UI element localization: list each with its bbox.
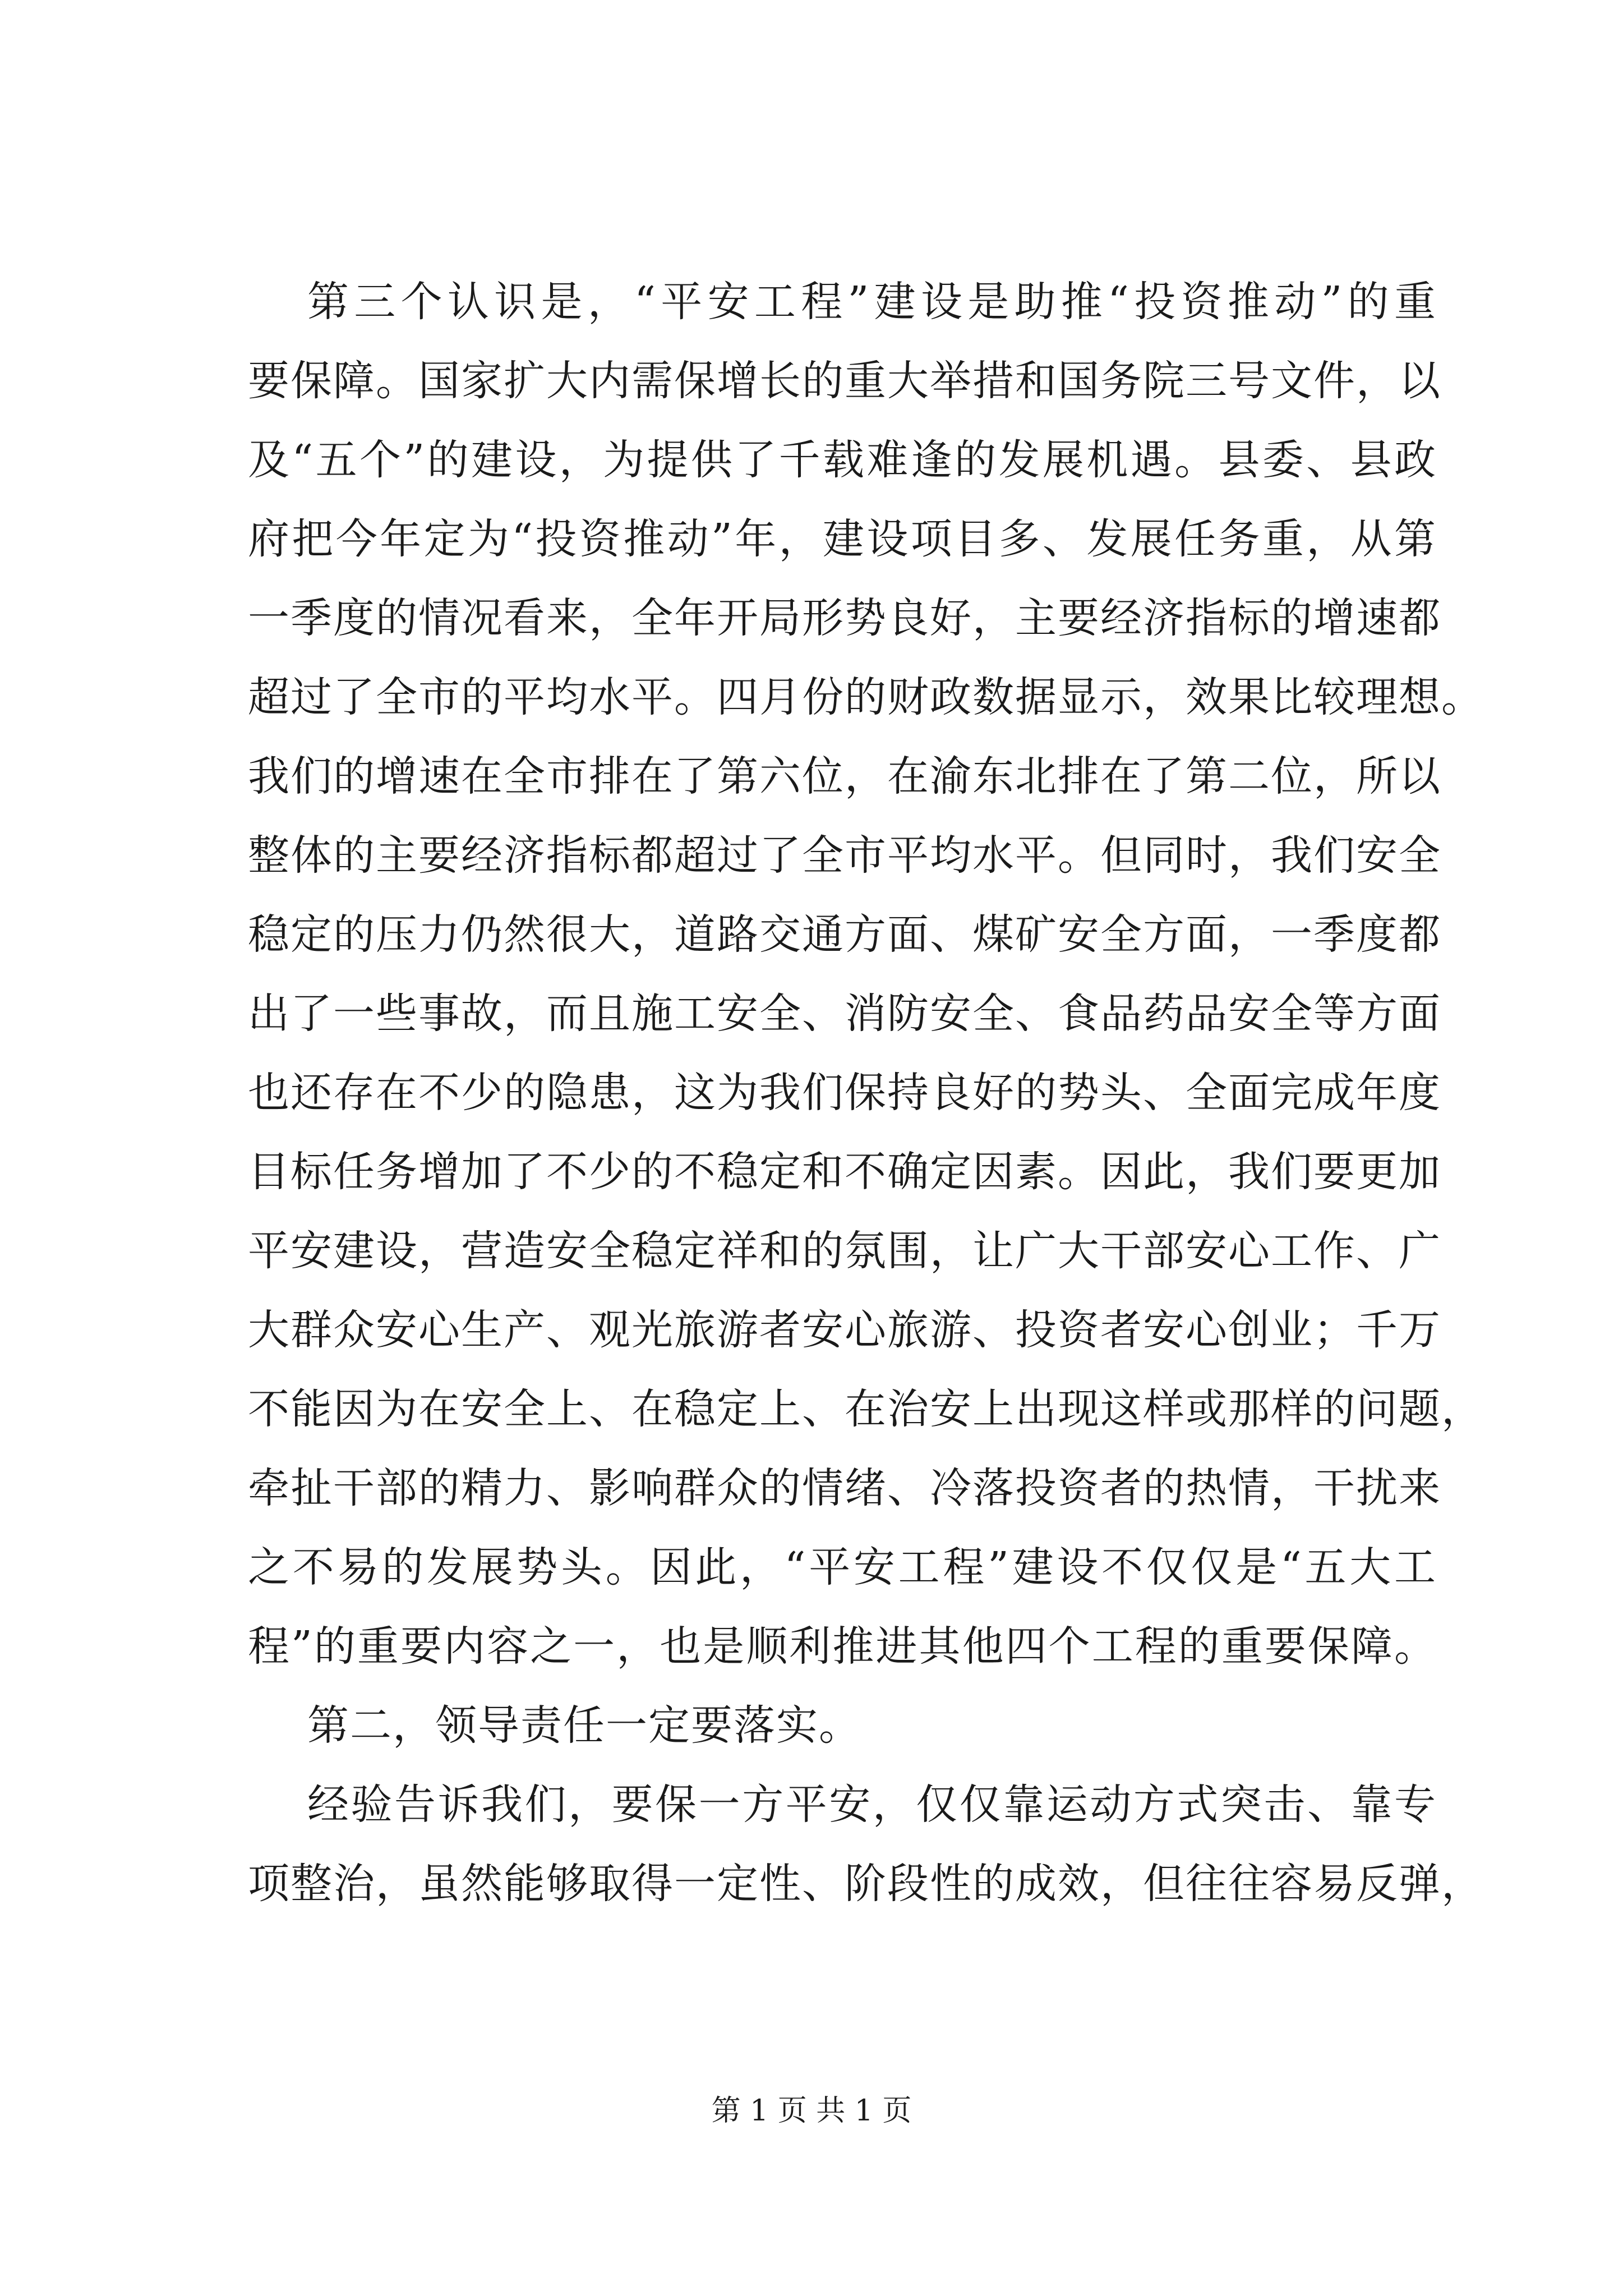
section-heading: 第二，领导责任一定要落实。 xyxy=(307,1701,861,1750)
paragraph-line: 项整治，虽然能够取得一定性、阶段性的成效，但往往容易反弹， xyxy=(248,1860,1484,1908)
paragraph-line: 及“五个”的建设，为提供了千载难逢的发展机遇。县委、县政 xyxy=(248,436,1437,484)
paragraph-line: 稳定的压力仍然很大，道路交通方面、煤矿安全方面，一季度都 xyxy=(248,910,1441,959)
paragraph-line: 一季度的情况看来，全年开局形势良好，主要经济指标的增速都 xyxy=(248,594,1441,642)
paragraph-line: 牵扯干部的精力、影响群众的情绪、冷落投资者的热情，干扰来 xyxy=(248,1464,1441,1512)
paragraph-line: 之不易的发展势头。因此，“平安工程”建设不仅仅是“五大工 xyxy=(248,1543,1437,1591)
paragraph-line: 第三个认识是，“平安工程”建设是助推“投资推动”的重 xyxy=(307,278,1437,326)
page-number-footer: 第 1 页 共 1 页 xyxy=(711,2094,912,2128)
paragraph-line: 不能因为在安全上、在稳定上、在治安上出现这样或那样的问题， xyxy=(248,1385,1484,1433)
paragraph-line: 我们的增速在全市排在了第六位，在渝东北排在了第二位，所以 xyxy=(248,752,1441,800)
paragraph-line: 要保障。国家扩大内需保增长的重大举措和国务院三号文件，以 xyxy=(248,357,1441,405)
paragraph-line: 程”的重要内容之一，也是顺利推进其他四个工程的重要保障。 xyxy=(248,1622,1437,1671)
paragraph-line: 也还存在不少的隐患，这为我们保持良好的势头、全面完成年度 xyxy=(248,1069,1441,1117)
paragraph-line: 平安建设，营造安全稳定祥和的氛围，让广大干部安心工作、广 xyxy=(248,1227,1441,1275)
paragraph-line: 超过了全市的平均水平。四月份的财政数据显示，效果比较理想。 xyxy=(248,673,1484,721)
paragraph-line: 经验告诉我们，要保一方平安，仅仅靠运动方式突击、靠专 xyxy=(307,1780,1437,1829)
paragraph-line: 出了一些事故，而且施工安全、消防安全、食品药品安全等方面 xyxy=(248,990,1441,1038)
paragraph-line: 目标任务增加了不少的不稳定和不确定因素。因此，我们要更加 xyxy=(248,1148,1441,1196)
paragraph-line: 府把今年定为“投资推动”年，建设项目多、发展任务重，从第 xyxy=(248,515,1437,563)
paragraph-line: 整体的主要经济指标都超过了全市平均水平。但同时，我们安全 xyxy=(248,831,1441,880)
paragraph-line: 大群众安心生产、观光旅游者安心旅游、投资者安心创业；千万 xyxy=(248,1306,1441,1354)
